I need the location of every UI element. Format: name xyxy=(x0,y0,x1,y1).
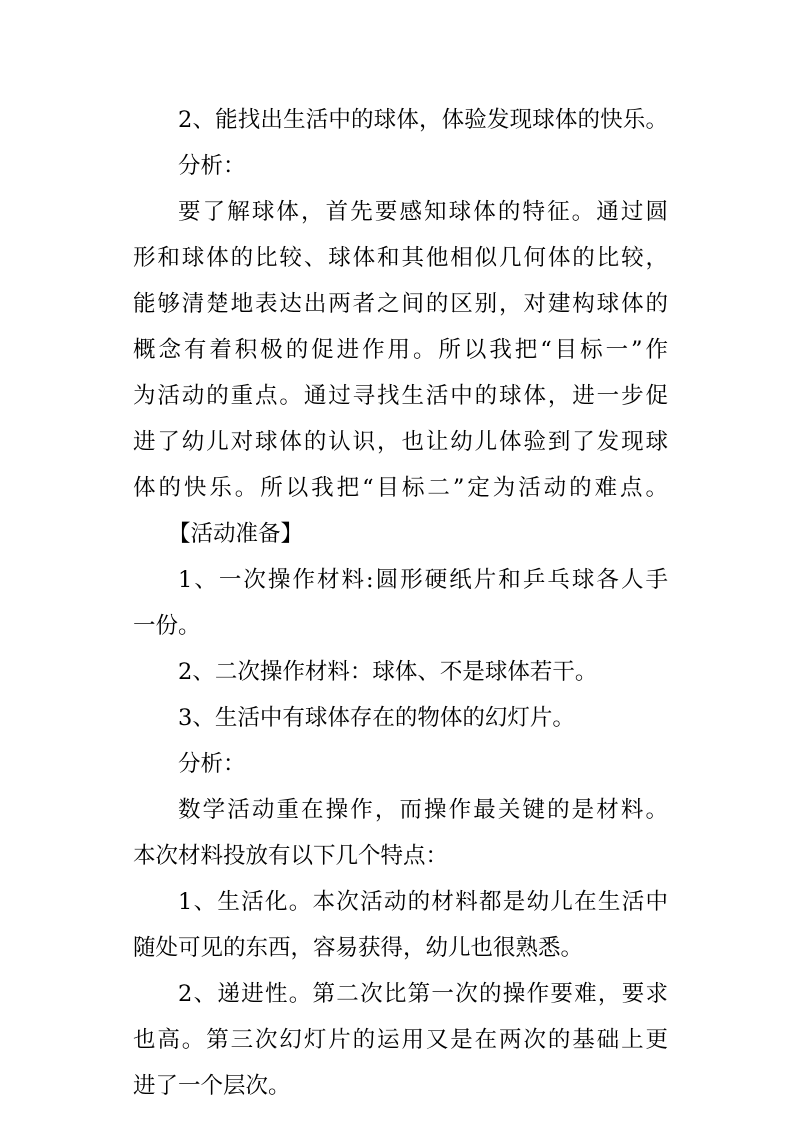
list-item-line: 一份。 xyxy=(133,613,201,639)
list-item-line: 也高。第三次幻灯片的运用又是在两次的基础上更 xyxy=(133,1027,668,1053)
paragraph-line: 要了解球体，首先要感知球体的特征。通过圆 xyxy=(178,199,668,225)
paragraph-line: 为活动的重点。通过寻找生活中的球体，进一步促 xyxy=(133,383,668,409)
paragraph-line: 本次材料投放有以下几个特点： xyxy=(133,843,449,869)
list-item-line: 3、生活中有球体存在的物体的幻灯片。 xyxy=(178,705,575,731)
list-item-line: 2、二次操作材料：球体、不是球体若干。 xyxy=(178,659,598,685)
paragraph-line: 形和球体的比较、球体和其他相似几何体的比较， xyxy=(133,245,668,271)
paragraph-line: 概念有着积极的促进作用。所以我把“目标一”作 xyxy=(133,337,668,363)
list-item-line: 1、生活化。本次活动的材料都是幼儿在生活中 xyxy=(178,889,668,915)
analysis-heading: 分析： xyxy=(178,751,246,777)
list-item-line: 2、递进性。第二次比第一次的操作要难，要求 xyxy=(178,981,668,1007)
analysis-heading: 分析： xyxy=(178,153,246,179)
paragraph-line: 数学活动重在操作，而操作最关键的是材料。 xyxy=(178,797,668,823)
list-item-line: 随处可见的东西，容易获得，幼儿也很熟悉。 xyxy=(133,935,584,961)
list-item-line: 进了一个层次。 xyxy=(133,1073,291,1099)
section-heading: 【活动准备】 xyxy=(168,521,304,547)
list-item-line: 1、一次操作材料:圆形硬纸片和乒乓球各人手 xyxy=(178,567,668,593)
paragraph-line: 能够清楚地表达出两者之间的区别，对建构球体的 xyxy=(133,291,668,317)
paragraph-line: 进了幼儿对球体的认识，也让幼儿体验到了发现球 xyxy=(133,429,668,455)
goal-two-line: 2、能找出生活中的球体，体验发现球体的快乐。 xyxy=(178,107,668,133)
paragraph-line: 体的快乐。所以我把“目标二”定为活动的难点。 xyxy=(133,475,668,501)
